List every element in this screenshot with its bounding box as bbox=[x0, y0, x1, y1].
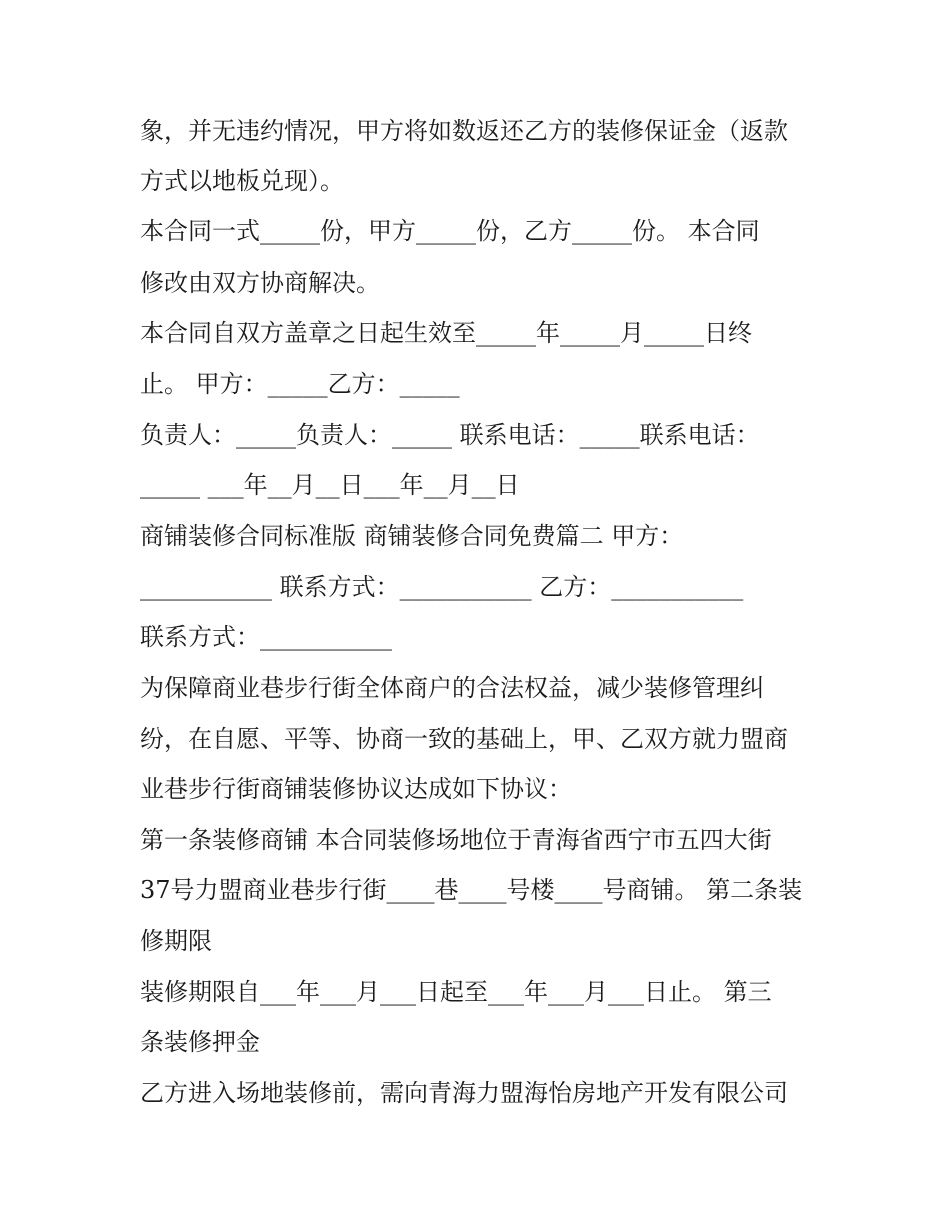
text-line: 商铺装修合同标准版 商铺装修合同免费篇二 甲方： bbox=[140, 522, 684, 550]
text-line: 止。 甲方：_____乙方：_____ bbox=[140, 370, 460, 398]
text-line: 37号力盟商业巷步行街____巷____号楼____号商铺。 第二条装 bbox=[140, 876, 803, 904]
text-line: 本合同自双方盖章之日起生效至_____年_____月_____日终 bbox=[140, 319, 752, 347]
text-line: 装修期限自___年___月___日起至___年___月___日止。 第三 bbox=[140, 978, 772, 1006]
text-line: 为保障商业巷步行街全体商户的合法权益，减少装修管理纠 bbox=[140, 674, 764, 702]
text-line: 负责人：_____负责人：_____ 联系电话：_____联系电话： bbox=[140, 421, 760, 449]
text-line: 修改由双方协商解决。 bbox=[140, 269, 380, 297]
text-line: _____ ___年__月__日___年__月__日 bbox=[140, 471, 520, 499]
text-line: ___________ 联系方式：___________ 乙方：___________ bbox=[140, 573, 744, 601]
text-line: 本合同一式_____份，甲方_____份，乙方_____份。 本合同 bbox=[140, 217, 760, 245]
text-line: 修期限 bbox=[140, 927, 212, 955]
text-line: 业巷步行街商铺装修协议达成如下协议： bbox=[140, 775, 572, 803]
text-line: 条装修押金 bbox=[140, 1028, 260, 1056]
text-line: 纷，在自愿、平等、协商一致的基础上，甲、乙双方就力盟商 bbox=[140, 725, 788, 753]
text-line: 联系方式：___________ bbox=[140, 623, 392, 651]
text-line: 象，并无违约情况，甲方将如数返还乙方的装修保证金（返款 bbox=[140, 117, 788, 145]
text-line: 方式以地板兑现）。 bbox=[140, 167, 344, 195]
text-line: 第一条装修商铺 本合同装修场地位于青海省西宁市五四大街 bbox=[140, 826, 772, 854]
text-line: 乙方进入场地装修前，需向青海力盟海怡房地产开发有限公司 bbox=[140, 1079, 788, 1107]
